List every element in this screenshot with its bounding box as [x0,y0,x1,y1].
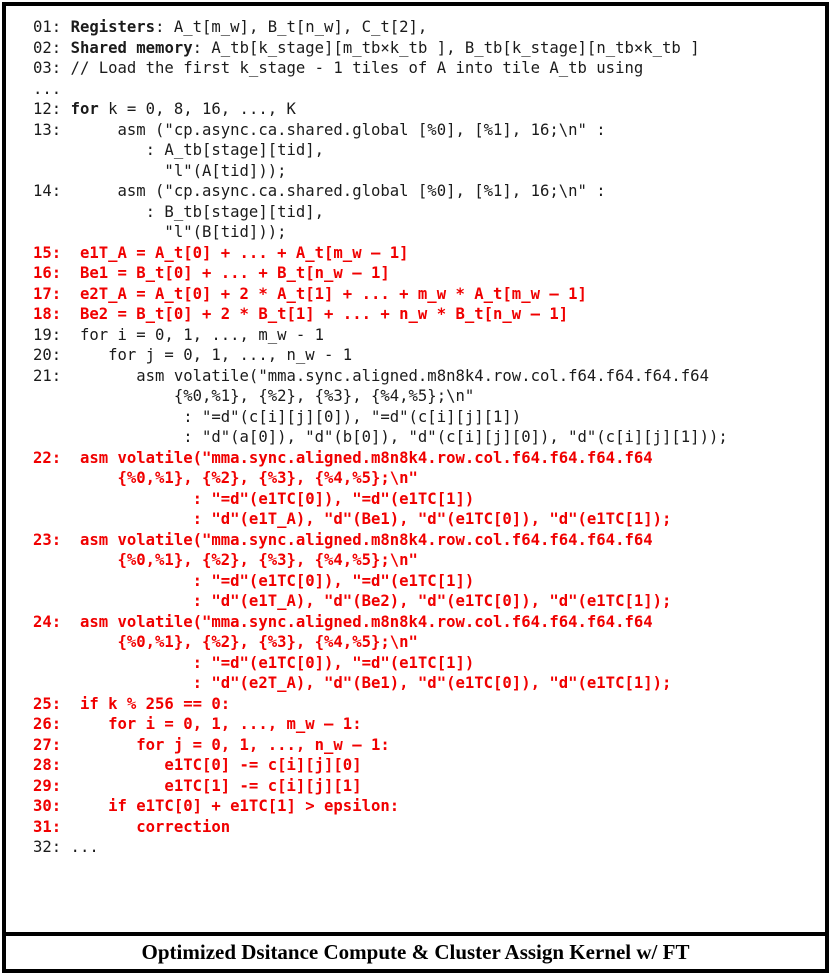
code-segment: Registers [70,18,156,36]
code-segment: 17: e2T_A = A_t[0] + 2 * A_t[1] + ... + m_w * A_t[m_w – 1] [33,284,587,303]
code-line [33,79,821,100]
code-line [33,386,821,407]
code-segment: 32: ... [33,838,99,856]
code-line [33,530,821,551]
code-line [33,222,821,243]
code-segment: 14: asm ("cp.async.ca.shared.global [%0], [%1], 16;\n" : [33,182,606,200]
code-line [33,17,821,38]
code-line [33,38,821,59]
code-segment: {%0,%1}, {%2}, {%3}, {%4,%5};\n" [33,551,418,569]
code-segment: 25: if k % 256 == 0: [33,694,231,713]
code-line [33,120,821,141]
code-line [33,591,821,612]
code-segment: : A_tb[k_stage][m_tb×k_tb ], B_tb[k_stage][n_tb×k_tb ] [192,38,700,57]
code-line [33,509,821,530]
code-line [33,448,821,469]
code-segment: 27: for j = 0, 1, ..., n_w – 1: [33,735,390,754]
code-line [33,837,821,858]
code-line [33,489,821,510]
code-segment: 23: asm volatile("mma.sync.aligned.m8n8k4.row.col.f64.f64.f64.f64 [33,530,653,549]
code-segment: 29: e1TC[1] -= c[i][j][1] [33,776,362,795]
code-line [33,817,821,838]
code-line [33,366,821,387]
code-segment: 16: Be1 = B_t[0] + ... + B_t[n_w – 1] [33,264,390,282]
figure-frame [2,2,829,973]
code-line [33,653,821,674]
code-line [33,263,821,284]
code-segment: : "=d"(c[i][j][0]), "=d"(c[i][j][1]) [33,407,522,426]
code-line [33,243,821,264]
code-segment: 15: e1T_A = A_t[0] + ... + A_t[m_w – 1] [33,243,409,262]
code-segment: k = 0, 8, 16, ..., K [98,100,296,118]
code-segment: "l"(B[tid])); [33,223,287,241]
code-segment: 21: asm volatile("mma.sync.aligned.m8n8k4.row.col.f64.f64.f64.f64 [33,366,709,385]
code-line [33,550,821,571]
code-segment: 18: Be2 = B_t[0] + 2 * B_t[1] + ... + n_w * B_t[n_w – 1] [33,305,569,323]
code-line [33,714,821,735]
code-line [33,796,821,817]
code-segment: 03: // Load the first k_stage - 1 tiles of A into tile A_tb using [33,59,644,77]
code-segment: ... [33,79,62,98]
code-segment: 28: e1TC[0] -= c[i][j][0] [33,756,362,774]
code-segment: {%0,%1}, {%2}, {%3}, {%4,%5};\n" [33,469,418,487]
code-segment: : "d"(a[0]), "d"(b[0]), "d"(c[i][j][0]), "d"(c[i][j][1])); [33,428,728,446]
code-line [33,694,821,715]
code-segment: {%0,%1}, {%2}, {%3}, {%4,%5};\n" [33,387,475,405]
code-line [33,468,821,489]
code-line [33,284,821,305]
code-line [33,735,821,756]
code-line [33,181,821,202]
code-segment: : "d"(e1T_A), "d"(Be2), "d"(e1TC[0]), "d"(e1TC[1]); [33,592,672,610]
code-line [33,304,821,325]
code-segment: 13: asm ("cp.async.ca.shared.global [%0], [%1], 16;\n" : [33,120,606,139]
code-line [33,345,821,366]
code-segment: 30: if e1TC[0] + e1TC[1] > epsilon: [33,797,400,815]
code-line [33,99,821,120]
code-segment: : B_tb[stage][tid], [33,202,325,221]
code-segment: : "=d"(e1TC[0]), "=d"(e1TC[1]) [33,489,475,508]
code-segment: : A_tb[stage][tid], [33,141,325,159]
code-segment: for [70,100,99,118]
code-segment: 31: correction [33,817,231,836]
code-line [33,755,821,776]
code-line [33,140,821,161]
figure-caption-bar [6,932,825,969]
code-segment: 02: [33,38,71,57]
code-line [33,776,821,797]
code-segment: Shared memory [70,38,193,57]
code-line [33,632,821,653]
figure-caption: Optimized Dsitance Compute & Cluster Assign Kernel w/ FT [141,940,690,964]
code-line [33,161,821,182]
code-segment: 24: asm volatile("mma.sync.aligned.m8n8k4.row.col.f64.f64.f64.f64 [33,612,653,631]
code-segment: 20: for j = 0, 1, ..., n_w - 1 [33,346,353,364]
code-line [33,673,821,694]
code-segment: "l"(A[tid])); [33,161,287,180]
code-line [33,58,821,79]
code-line [33,571,821,592]
code-segment: : "=d"(e1TC[0]), "=d"(e1TC[1]) [33,653,475,672]
code-segment: : A_t[m_w], B_t[n_w], C_t[2], [155,18,428,36]
code-listing [33,17,821,858]
code-segment: 26: for i = 0, 1, ..., m_w – 1: [33,715,362,733]
code-line [33,427,821,448]
code-segment: : "d"(e2T_A), "d"(Be1), "d"(e1TC[0]), "d"(e1TC[1]); [33,674,672,692]
code-segment: 01: [33,18,71,36]
code-line [33,407,821,428]
code-segment: 12: [33,100,71,118]
code-segment: : "=d"(e1TC[0]), "=d"(e1TC[1]) [33,571,475,590]
code-segment: {%0,%1}, {%2}, {%3}, {%4,%5};\n" [33,633,418,651]
code-line [33,325,821,346]
code-line [33,202,821,223]
code-segment: 22: asm volatile("mma.sync.aligned.m8n8k4.row.col.f64.f64.f64.f64 [33,448,653,467]
code-line [33,612,821,633]
code-segment: 19: for i = 0, 1, ..., m_w - 1 [33,325,325,344]
code-segment: : "d"(e1T_A), "d"(Be1), "d"(e1TC[0]), "d"(e1TC[1]); [33,510,672,528]
